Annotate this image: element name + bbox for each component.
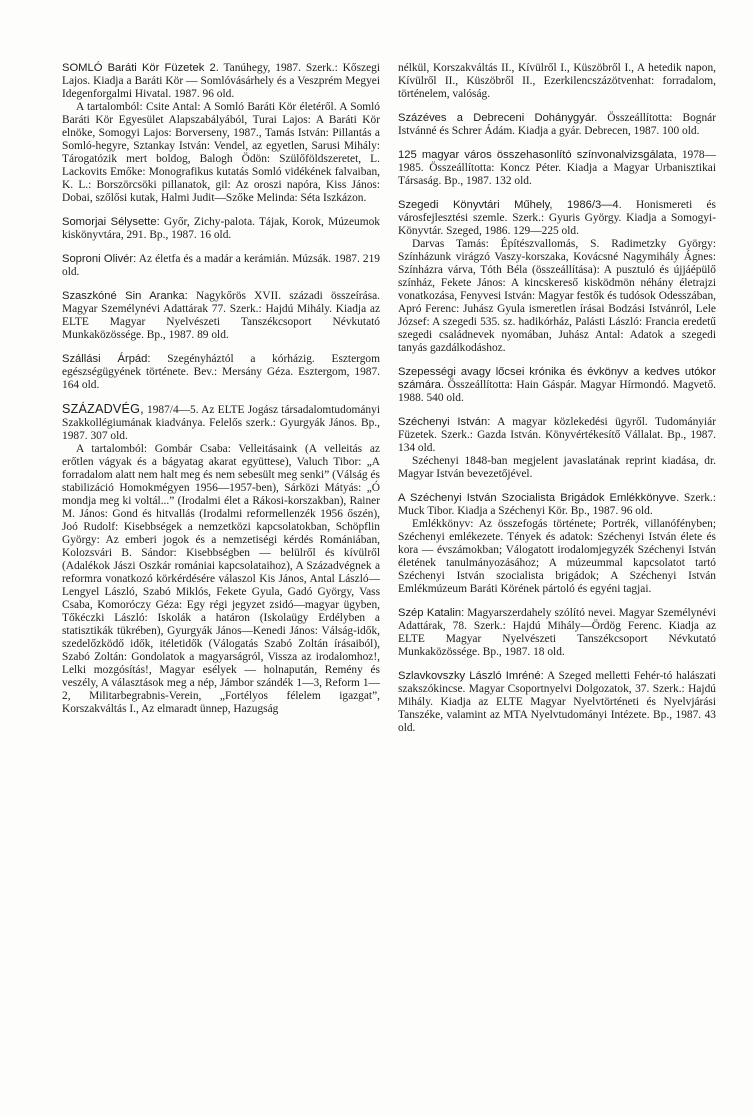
bibliography-entry: [398, 670, 716, 735]
entry-contents: Emlékkönyv: Az összefogás története; Portrék, villanófényben; Széchenyi emlékezete. Tények és adatok: Széchenyi István élete és kora — évszámokban; Válogatott irodalomjegyzék Széchenyi István életének tanulmányozásához; A múzeummal kapcsolatot tartó Széchenyi István szocialista brigádok; A Széchenyi István Emlékmúzeum Baráti Körének pártoló és egyéni tagjai.: [398, 518, 716, 595]
entry-heading: Szlavkovszky László Imréné:: [398, 670, 544, 682]
bibliography-entry: [62, 62, 380, 205]
entry-text: [398, 199, 716, 238]
entry-body: nélkül, Korszakváltás II., Kívülről I., Küszöbről I., A hetedik napon, Kívülről II., Küszöbről II., Ezerkilencszázötvenhat: forradalom, történelem, valóság.: [398, 62, 716, 100]
entry-text: [62, 253, 380, 279]
entry-text: [62, 403, 380, 443]
entry-text: [398, 62, 716, 101]
entry-heading: A Széchenyi István Szocialista Brigádok Emlékkönyve.: [398, 492, 680, 504]
bibliography-entry: [398, 112, 716, 138]
left-column: [62, 62, 380, 727]
entry-heading: 125 magyar város összehasonlító színvonalvizsgálata,: [398, 149, 677, 161]
entry-heading: Szép Katalin:: [398, 607, 465, 619]
entry-heading: Somorjai Sélysette:: [62, 216, 160, 228]
entry-body: A magyar közlekedési ügyről. Tudományiár Füzetek. Szerk.: Gazda István. Könyvértékesítő Vállalat. Bp., 1987. 134 old.: [398, 416, 716, 454]
entry-text: [398, 670, 716, 735]
entry-text: [398, 607, 716, 659]
bibliography-entry: [398, 62, 716, 101]
entry-text: [398, 416, 716, 455]
entry-body: Tanúhegy, 1987. Szerk.: Kőszegi Lajos. Kiadja a Baráti Kör — Somlóvásárhely és a Veszprém Megyei Idegenforgalmi Hivatal. 1987. 96 old.: [62, 62, 380, 100]
bibliography-entry: [398, 199, 716, 355]
bibliography-entry: [398, 416, 716, 481]
entry-text: [398, 492, 716, 518]
entry-heading: Soproni Olivér:: [62, 253, 137, 265]
entry-text: [398, 366, 716, 405]
entry-heading: Széchenyi István:: [398, 416, 491, 428]
bibliography-entry: [398, 149, 716, 188]
entry-body: 1987/4—5. Az ELTE Jogász társadalomtudományi Szakkollégiumának kiadványa. Felelős szerk.: Gyurgyák János. Bp., 1987. 307 old.: [62, 404, 380, 442]
entry-body: Szerk.: Muck Tibor. Kiadja a Széchenyi Kör. Bp., 1987. 96 old.: [398, 492, 716, 517]
entry-text: [62, 216, 380, 242]
bibliography-entry: [62, 290, 380, 342]
bibliography-entry: [62, 353, 380, 392]
entry-contents: A tartalomból: Csite Antal: A Somló Baráti Kör életéről. A Somló Baráti Kör Egyesület Alapszabályából, Turai Lajos: A Baráti Kör elnöke, Somogyi Lajos: Borverseny, 1987., Tamás István: Pillantás a Somló-hegyre, Sztankay István: Vendel, az egyetlen, Sarusi Mihály: Tárogatózik mert boldog, Balogh Ödön: Szülőföldszeretet, L. Lackovits Emőke: Monografikus kutatás Somló vidékének falvaiban, K. L.: Borszörcsöki pillanatok, gil: Az oroszi napóra, Kiss János: Dobai, szőlősi kutak, Halmi Judit—Szőke Melinda: Séta Iszkázon.: [62, 101, 380, 204]
entry-body: Összeállította: Hain Gáspár. Magyar Hírmondó. Magvető. 1988. 540 old.: [398, 379, 716, 404]
bibliography-entry: [398, 607, 716, 659]
entry-heading: Szepességi avagy lőcsei krónika és évkönyv a kedves utókor számára.: [398, 366, 716, 391]
bibliography-entry: [62, 253, 380, 279]
entry-body: Nagykőrös XVII. századi összeírása. Magyar Személynévi Adattárak 77. Szerk.: Hajdú Mihály. Kiadja az ELTE Magyar Nyelvészeti Tanszékcsoport Névkutató Munkaközössége. Bp., 1987. 89 old.: [62, 290, 380, 341]
entry-contents: A tartalomból: Gombár Csaba: Velleitásaink (A velleitás az erőtlen vágyak és a bágyatag akarat együttese), Valuch Tibor: „A forradalom alatt nem halt meg és nem sebesült meg senki” (Válság és stabilizáció Homokmégyen 1956—1957-ben), Sárközi Mátyás: „Ó mondja meg ki voltál...” (Irodalmi élet a Rákosi-korszakban), Rainer M. János: Gond és hitvallás (Irodalmi reformellenzék 1956 őszén), Joó Rudolf: Kisebbségek a nemzetközi kapcsolatokban, Schöpflin György: Az emberi jogok és a nemzetiségi kérdés Romániában, Kolozsvári B. Sándor: Kisebbségben — belülről és kívülről (Adalékok Jászi Oszkár romániai kapcsolataihoz), A Századvégnek a reformra vonatkozó körkérdésére válaszol Kis János, Antal László—Lengyel László, Szabó Miklós, Fekete Gyula, Gadó György, Vass Csaba, Komoróczy Géza: Egy régi jegyzet zsidó—magyar ügyben, Tőkéczki László: Iskolák a határon (Iskolaügy Erdélyben a statisztikák tükrében), Gyurgyák János—Kenedi János: Válság-idők, szedelőzködő idők, itéletidők (Válogatás Szabó Zoltán írásaiból), Szabó Zoltán: Gondolatok a magyarságról, Vissza az irodalomhoz!, Lelki mozgósítás!, Magyar esélyek — holnapután, Remény és veszély, A választások meg a nép, Jámbor szándék 1—3, Reform 1—2, Militarbegrabnis-Verein, „Fortélyos félelem igazgat”, Korszakváltás I., Az elmaradt ünnep, Hazugság: [62, 443, 380, 715]
entry-text: [62, 290, 380, 342]
entry-body: Győr, Zichy-palota. Tájak, Korok, Múzeumok kiskönyvtára, 291. Bp., 1987. 16 old.: [62, 216, 380, 241]
entry-heading: SZÁZADVÉG,: [62, 402, 144, 416]
entry-contents: Széchenyi 1848-ban megjelent javaslatának reprint kiadása, dr. Magyar István bevezetőjével.: [398, 455, 716, 480]
entry-body: Honismereti és városfejlesztési szemle. Szerk.: Gyuris György. Kiadja a Somogyi-Könyvtár. Szeged, 1986. 129—225 old.: [398, 199, 716, 237]
entry-text: [62, 353, 380, 392]
right-column: [398, 62, 716, 746]
entry-heading: Százéves a Debreceni Dohánygyár.: [398, 112, 598, 124]
entry-body: A Szeged melletti Fehér-tó halászati szakszókincse. Magyar Csoportnyelvi Dolgozatok, 37. Szerk.: Hajdú Mihály. Kiadja az ELTE Magyar Nyelvtörténeti és Nyelvjárási Tanszéke, valamint az MTA Nyelvtudományi Intézete. Bp., 1987. 43 old.: [398, 670, 716, 734]
entry-heading: Szállási Árpád:: [62, 353, 151, 365]
bibliography-entry: [398, 366, 716, 405]
entry-text: [398, 112, 716, 138]
entry-text: [398, 149, 716, 188]
entry-body: Magyarszerdahely szólító nevei. Magyar Személynévi Adattárak, 78. Szerk.: Hajdú Mihály—Ördög Ferenc. Kiadja az ELTE Magyar Nyelvészeti Tanszékcsoport Névkutató Munkaközössége. Bp., 1987. 18 old.: [398, 607, 716, 658]
entry-body: 1978—1985. Összeállította: Koncz Péter. Kiadja a Magyar Urbanisztikai Társaság. Bp., 1987. 132 old.: [398, 149, 716, 187]
entry-body: Szegényháztól a kórházig. Esztergom egészségügyének története. Bev.: Mersány Géza. Esztergom, 1987. 164 old.: [62, 353, 380, 391]
entry-text: [62, 62, 380, 101]
entry-heading: SOMLÓ Baráti Kör Füzetek 2.: [62, 62, 219, 74]
entry-heading: Szegedi Könyvtári Műhely, 1986/3—4.: [398, 199, 622, 211]
entry-body: Az életfa és a madár a kerámián. Múzsák. 1987. 219 old.: [62, 253, 381, 278]
bibliography-entry: [62, 216, 380, 242]
bibliography-entry: [398, 492, 716, 596]
entry-heading: Szaszkóné Sin Aranka:: [62, 290, 188, 302]
bibliography-entry: [62, 403, 380, 716]
entry-body: Összeállította: Bognár Istvánné és Schrer Ádám. Kiadja a gyár. Debrecen, 1987. 100 old.: [398, 112, 717, 137]
entry-contents: Darvas Tamás: Építészvallomás, S. Radimetzky György: Színházunk virágzó Vaszy-korszaka, Kovácsné Nagymihály Ágnes: Színházra várva, Tóth Béla (összeállítása): A pusztuló és újjáépülő színház, Fekete János: A kincskereső kisködmön néhány életrajzi vonatkozása, Fenyvesi István: Magyar festők és tudósok Odesszában, Apró Ferenc: Juhász Gyula ismeretlen írásai Bodzási Istvánról, Lele József: A szegedi 535. sz. hadikórház, Palásti László: Francia eredetű szegedi családnevek nyomában, Juhász Antal: Adatok a szegedi tanyás gazdálkodáshoz.: [398, 238, 716, 354]
